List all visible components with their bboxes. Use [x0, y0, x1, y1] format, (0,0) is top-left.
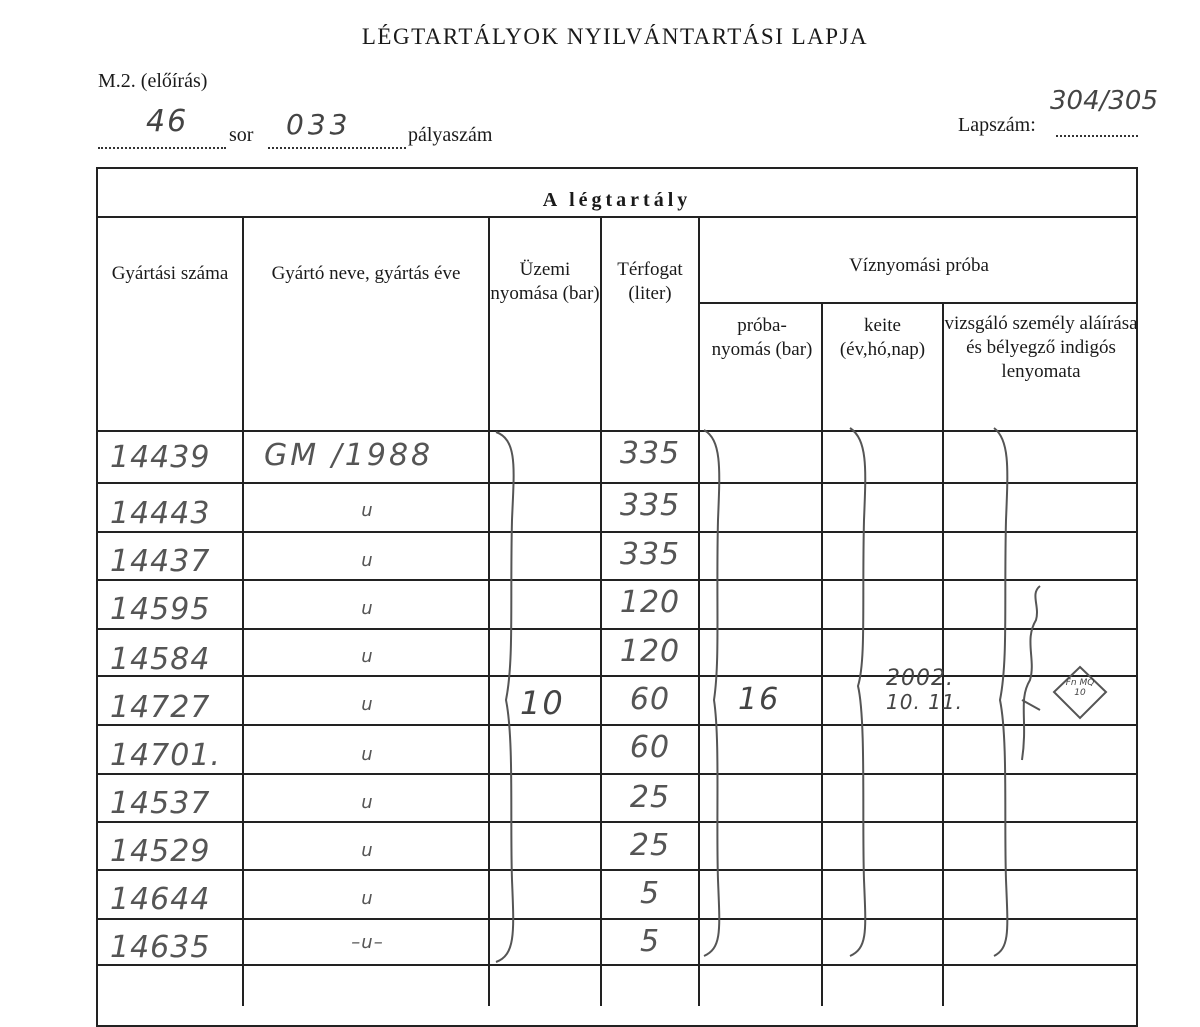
serial-cell: 14529 [110, 834, 211, 869]
serial-cell: 14635 [110, 930, 211, 965]
serial-cell: 14701. [110, 738, 221, 773]
test-pressure-brace-icon [704, 430, 719, 956]
header-serial: Gyártási száma [111, 263, 229, 284]
volume-cell: 5 [639, 924, 661, 959]
serial-cell: 14595 [110, 592, 211, 627]
header-test-date: keite (év,hó,nap) [839, 315, 926, 360]
test-pressure-value: 16 [738, 682, 781, 717]
maker-cell: u [361, 550, 374, 571]
operating-pressure-value: 10 [520, 684, 565, 722]
serial-cell: 14437 [110, 544, 211, 579]
maker-cell: u [361, 598, 374, 619]
volume-cell: 120 [619, 634, 681, 669]
volume-cell: 60 [629, 682, 671, 717]
test-date-year: 2002. [886, 666, 954, 691]
serial-cell: 14537 [110, 786, 211, 821]
track-number: 033 [286, 108, 352, 141]
maker-cell: u [361, 744, 374, 765]
maker-cell: u [361, 792, 374, 813]
volume-cell: 60 [629, 730, 671, 765]
maker-cell: u [361, 646, 374, 667]
section-title: A légtartály [542, 189, 692, 211]
date-brace-icon [850, 428, 865, 956]
serial-cell: 14727 [110, 690, 211, 725]
serial-cell: 14443 [110, 496, 211, 531]
regulation-label: M.2. (előírás) [98, 70, 208, 92]
track-label: pályaszám [408, 124, 493, 146]
volume-cell: 335 [619, 537, 681, 572]
stamp-text: Fn MQ 10 [1065, 678, 1095, 698]
volume-cell: 25 [629, 828, 671, 863]
maker-cell: u [361, 840, 374, 861]
header-maker: Gyártó neve, gyártás éve [271, 263, 461, 284]
serial-cell: 14644 [110, 882, 211, 917]
header-pressure: Üzemi nyomása (bar) [490, 259, 600, 304]
maker-cell: GM /1988 [264, 438, 434, 473]
maker-cell: u [361, 500, 374, 521]
inspector-brace-icon [994, 428, 1007, 956]
test-date-day: 10. 11. [886, 690, 963, 714]
signature-icon [1022, 586, 1040, 760]
volume-cell: 335 [619, 488, 681, 523]
pressure-brace-icon [496, 432, 514, 962]
document-title: LÉGTARTÁLYOK NYILVÁNTARTÁSI LAPJA [361, 24, 869, 49]
sheet-label: Lapszám: [958, 114, 1036, 136]
volume-cell: 335 [619, 436, 681, 471]
row-label: sor [229, 124, 254, 146]
maker-cell: –u– [351, 932, 384, 953]
header-water-test: Víznyomási próba [849, 255, 989, 276]
header-test-pressure: próba- nyomás (bar) [711, 315, 813, 360]
row-number: 46 [146, 104, 189, 139]
volume-cell: 5 [639, 876, 661, 911]
volume-cell: 25 [629, 780, 671, 815]
header-inspector: vizsgáló személy aláírása és bélyegző indigós lenyomata [944, 313, 1138, 382]
serial-cell: 14584 [110, 642, 211, 677]
serial-cell: 14439 [110, 440, 211, 475]
sheet-number: 304/305 [1050, 86, 1159, 116]
maker-cell: u [361, 694, 374, 715]
maker-cell: u [361, 888, 374, 909]
header-volume: Térfogat (liter) [617, 259, 683, 304]
volume-cell: 120 [619, 585, 681, 620]
